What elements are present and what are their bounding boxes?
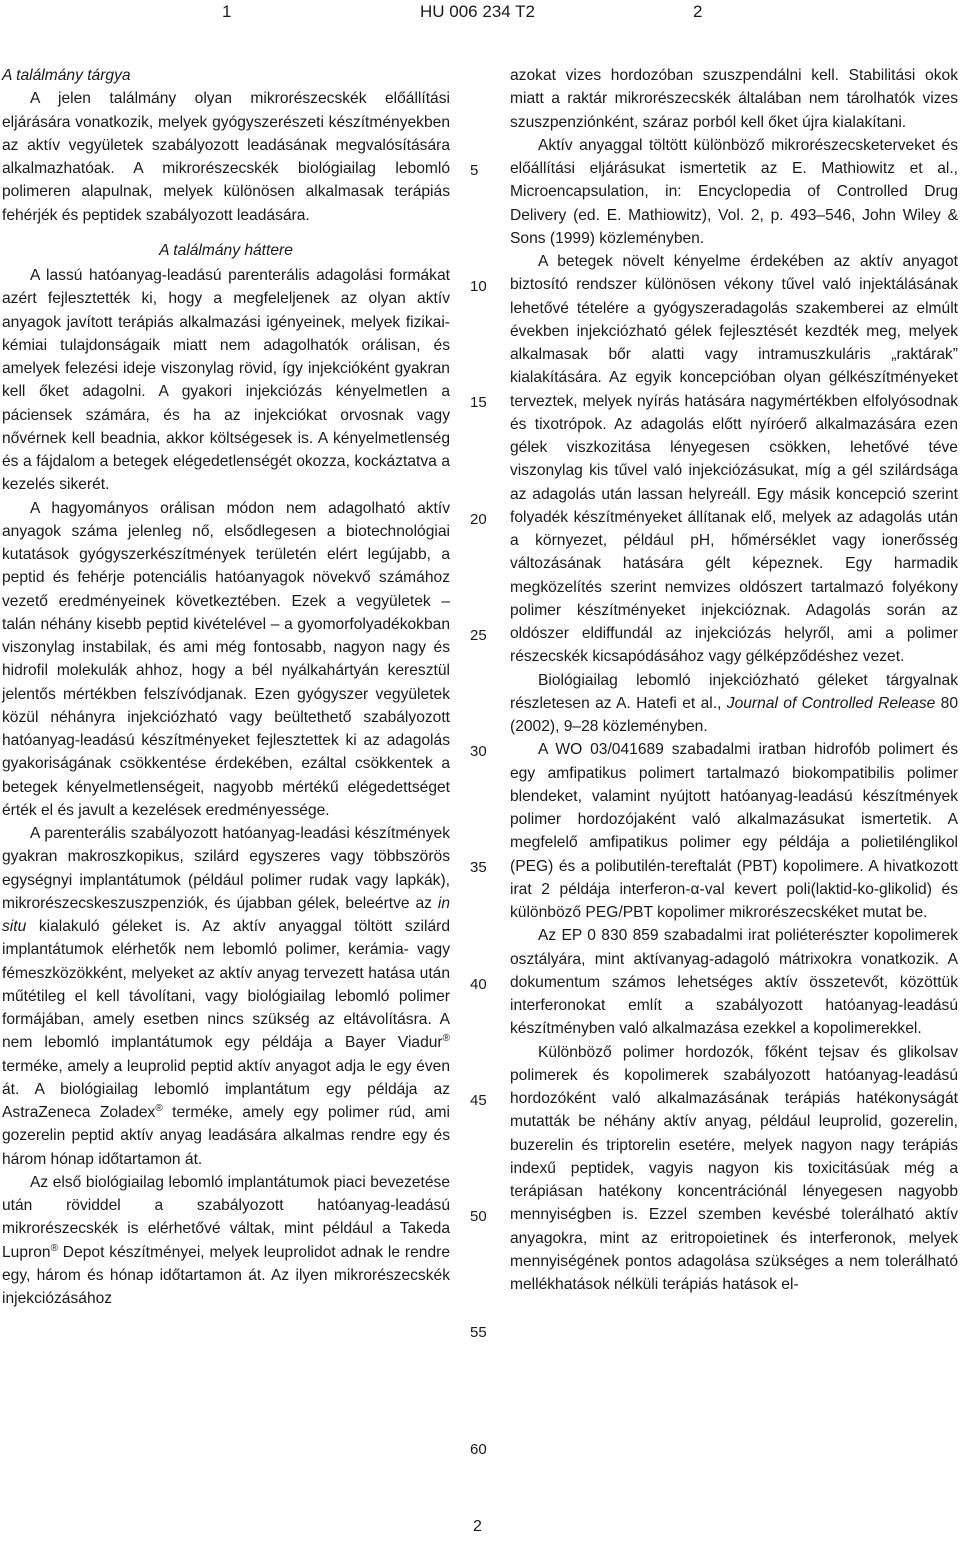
paragraph: A WO 03/041689 szabadalmi iratban hidrofób polimert és egy amfipatikus polimert tartalmazó biokompatibilis polimer blendeket, valamint nyújtott hatóanyag-leadású készítmények polimer hordozójaként való alkalmazásukat ismertetik. A megfelelő amfipatikus polimer egy példája a polietilénglikol (PEG) és a polibutilén-tereftalát (PBT) kopolimere. A hivatkozott irat 2 példája interferon-α-val kevert poli(laktid-ko-glikolid) és különböző PEG/PBT kopolimer mikrorészecskéket mutat be. <box>510 741 958 921</box>
text-run: Az első biológiailag lebomló implantátumok piaci bevezetése után röviddel a szabályozott hatóanyag-leadású mikrorészecskék is elérhetővé váltak, mint például a Takeda Lupron <box>2 1173 450 1261</box>
text-run: terméke, amely egy polimer rúd, ami gozerelin peptid aktív anyag leadására alkalmas rendre egy és három hónap időtartamon át. <box>2 1104 450 1168</box>
text-run: Depot készítményei, melyek leuprolidot adnak le rendre egy, három és hónap időtartamon át. Az ilyen mikrorészecskék injekciózásához <box>2 1243 450 1307</box>
line-number: 10 <box>470 278 487 295</box>
registered-mark: ® <box>50 1242 58 1254</box>
paragraph: A hagyományos orálisan módon nem adagolható aktív anyagok száma jelenleg nő, elsődlegesen a biotechnológiai kutatások gyógyszerkészítmények területén elért legújabb, a peptid és fehérje potenciális hatóanyagok növekvő számához vezető eredményeinek következtében. Ezek a vegyületek – talán néhány kisebb peptid kivételével – a gyomorfolyadékokban viszonylag instabilak, és ami még fontosabb, nagyon nagy és hidrofil molekulák ahhoz, hogy a bél nyálkahártyán keresztül jelentős mértékben felszívódjanak. Ezen gyógyszer vegyületek közül néhányra injekciózható vagy beültethető szabályozott hatóanyag-leadású készítményeket fejlesztettek ki az adagolás gyakoriságának csökkentése érdekében, ezáltal csökkentek a betegek kényelmetlenségeit, nagyobb mértékű elégedettséget érték el és javult a kezelések eredményessége. <box>2 499 450 819</box>
line-number: 35 <box>470 859 487 876</box>
text-run: 80 (2002), 9–28 közleményben. <box>510 694 958 735</box>
line-number: 45 <box>470 1092 487 1109</box>
document-number: HU 006 234 T2 <box>420 2 535 21</box>
left-page-number: 1 <box>222 2 232 21</box>
registered-mark: ® <box>442 1033 450 1045</box>
paragraph <box>2 1171 450 1311</box>
right-page-number: 2 <box>693 2 703 21</box>
paragraph <box>2 822 450 1171</box>
text-run: terméke, amely a leuprolid peptid aktív anyagot adja le egy éven át. A biológiailag lebomló implantátum egy példája az AstraZeneca Zoladex <box>2 1057 450 1121</box>
line-number: 15 <box>470 394 487 411</box>
line-number: 5 <box>470 162 479 179</box>
line-number: 40 <box>470 976 487 993</box>
line-number: 30 <box>470 743 487 760</box>
left-column <box>2 64 450 1310</box>
line-number: 25 <box>470 627 487 644</box>
right-column <box>510 64 958 1296</box>
paragraph: azokat vizes hordozóban szuszpendálni kell. Stabilitási okok miatt a raktár mikrorészecskék általában nem tárolhatók vizes szuszpenziónként, száraz porból kell őket újra kialakítani. <box>510 67 958 131</box>
paragraph: Aktív anyaggal töltött különböző mikrorészecsketerveket és előállítási eljárásukat ismertetik az E. Mathiowitz et al., Microencapsulation, in: Encyclopedia of Controlled Drug Delivery (ed. E. Mathiowitz), Vol. 2, p. 493–546, John Wiley & Sons (1999) közleményben. <box>510 136 958 247</box>
registered-mark: ® <box>155 1102 163 1114</box>
text-run: A parenterális szabályozott hatóanyag-leadási készítmények gyakran makroszkopikus, szilárd egyszeres vagy többszörös egységnyi implantátumok (például polimer rudak vagy lapkák), mikrorészecskeszuszpenziók, és újabban gélek, beleértve az <box>2 825 450 912</box>
text-run: kialakuló géleket is. Az aktív anyaggal töltött szilárd implantátumok elérhetők nem lebomló polimer, kerámia- vagy fémeszközökként, melyeket az aktív anyag tervezett hatása után műtétileg el kell távolítani, vagy biológiailag lebomló polimer formájában, amely esetben nincs szükség az eltávolításra. A nem lebomló implantátumok egy példája a Bayer Viadur <box>2 918 450 1052</box>
italic-text: Journal of Controlled Release <box>726 694 936 712</box>
paragraph <box>510 669 958 739</box>
line-number: 20 <box>470 511 487 528</box>
section-heading-subject: A találmány tárgya <box>2 67 131 84</box>
paragraph: A betegek növelt kényelme érdekében az aktív anyagot biztosító rendszer különösen vékony tűvel való injektálásának lehetővé tételére a gyógyszeradagolás szakemberei az elmúlt években injekciózható gélek fejlesztését kezdték meg, melyek alkalmasak bőr alatti vagy intramuszkuláris „raktárak” kialakítására. Az egyik koncepcióban olyan gélkészítményeket terveztek, melyek nyírás hatására nagymértékben elfolyósodnak és tixotrópok. Az adagolás előtt nyíróerő alkalmazására ezen gélek viszkozitása lényegesen csökken, lehetővé téve viszonylag kis tűvel való injekciózásukat, míg a gél szilárdsága az adagolás után lassan helyreáll. Egy másik koncepció szerint folyadék készítményeket állítanak elő, melyek az adagolás után a környezet, például pH, hőmérséklet vagy ionerősség változásának hatására gélt képeznek. Egy harmadik megközelítés szerint nemvizes oldószert tartalmazó folyékony polimer készítményeket injekcióznak. Adagolás során az oldószer eldiffundál az injekciózás helyről, ami a polimer részecskék kicsapódásához vagy gélképződéshez vezet. <box>510 253 958 666</box>
line-number: 50 <box>470 1208 487 1225</box>
section-heading-background: A találmány háttere <box>159 241 293 259</box>
line-number: 60 <box>470 1441 487 1458</box>
paragraph: Különböző polimer hordozók, főként tejsav és glikolsav polimerek és kopolimerek szabályozott hatóanyag-leadású hordozóként való alkalmazásának terápiás hatékonyságát mutatták be néhány aktív anyag, például leuprolid, gozerelin, buzerelin és triptorelin esetére, melyek nagyon nagy terápiás indexű peptidek, vagyis nagyon kis toxicitásúak még a terápiásan hatékony koncentrációnál lényegesen nagyobb mennyiségben is. Ezzel szemben kevésbé tolerálható aktív anyagokra, mint az eritropoietinek és interferonok, melyek mennyiségének pontos adagolása szükséges a nem tolerálható mellékhatások nélküli terápiás hatások el- <box>510 1043 958 1293</box>
paragraph: A lassú hatóanyag-leadású parenterális adagolási formákat azért fejlesztették ki, hogy a megfeleljenek az olyan aktív anyagok javított terápiás alkalmazási igényeinek, melyek fizikai-kémiai tulajdonságaik miatt nem adagolhatók orálisan, és amelyek felezési ideje viszonylag rövid, így injekcióként gyakran kell őket adagolni. A gyakori injekciózás kényelmetlen a páciensek számára, és ha az injekciókat orvosnak vagy nővérnek kell beadnia, akkor költségesek is. A kényelmetlenség és a fájdalom a betegek elégedetlenségét okozza, kockáztatva a kezelés sikerét. <box>2 267 450 494</box>
paragraph-subject: A jelen találmány olyan mikrorészecskék előállítási eljárására vonatkozik, melyek gyógyszerészeti készítményekben az aktív vegyületek szabályozott leadásának megvalósítására alkalmazhatóak. A mikrorészecskék biológiailag lebomló polimeren alapulnak, melyek különösen alkalmasak terápiás fehérjék és peptidek szabályozott leadására. <box>2 90 450 224</box>
italic-text: in situ <box>2 894 450 935</box>
paragraph: Az EP 0 830 859 szabadalmi irat poliéterészter kopolimerek osztályára, mint aktívanyag-adagoló mátrixokra vonatkozik. A dokumentum számos lehetséges aktív összetevőt, közöttük interferonokat említ a szabályozott hatóanyag-leadású készítményben való alkalmazása ezekkel a kopolimerekkel. <box>510 927 958 1038</box>
line-number: 55 <box>470 1324 487 1341</box>
page-header <box>0 2 960 26</box>
page-footer-number: 2 <box>473 1518 482 1535</box>
text-run: Biológiailag lebomló injekciózható géleket tárgyalnak részletesen az A. Hatefi et al., <box>510 671 958 712</box>
